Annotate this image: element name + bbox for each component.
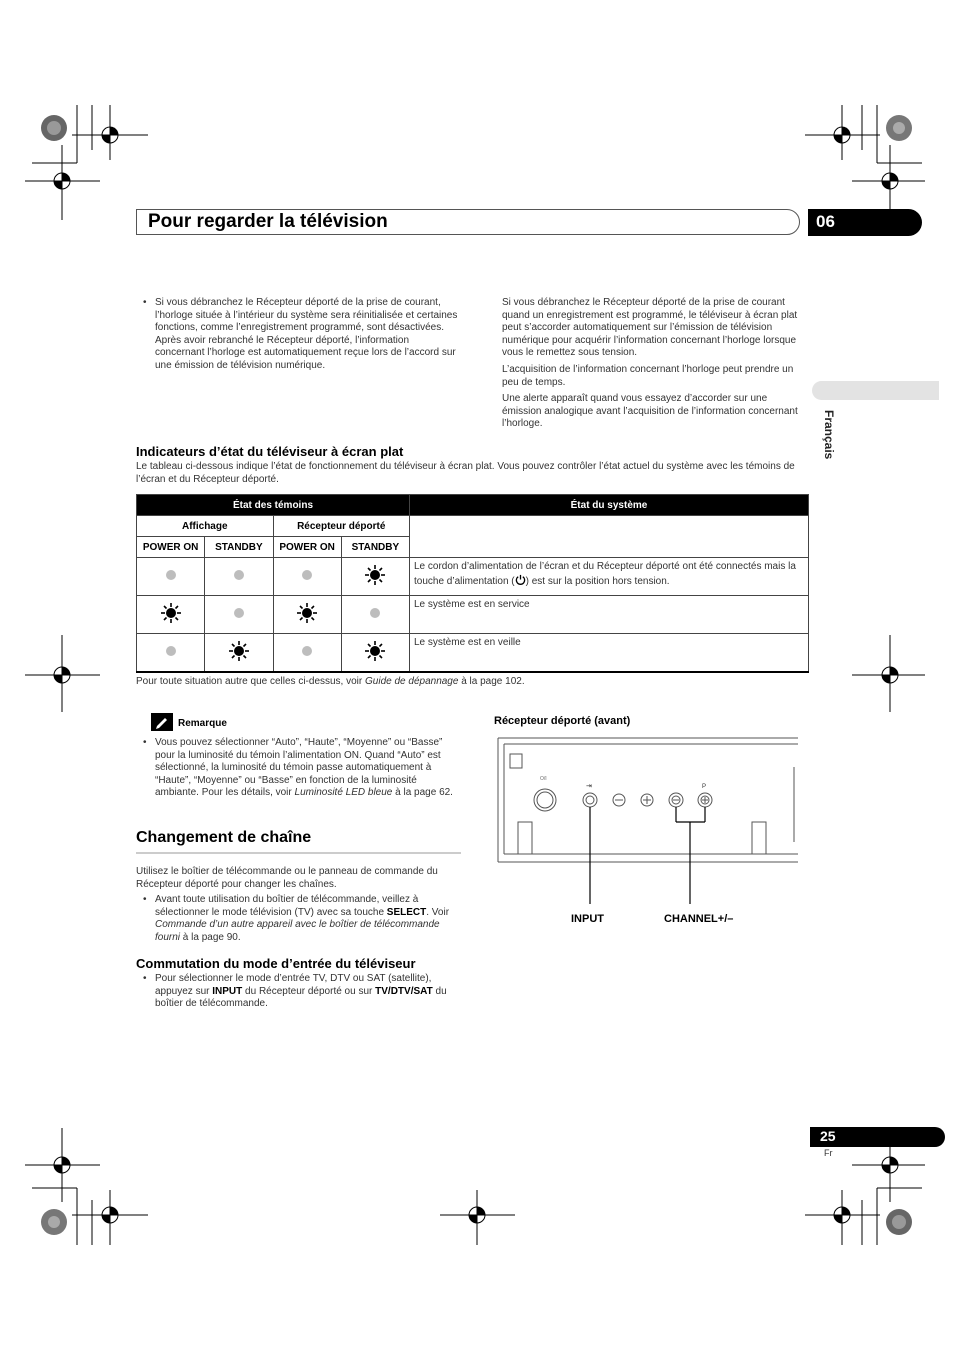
label-input: INPUT [571,913,604,925]
lamp-cell [273,558,341,596]
lamp-col: POWER ON [137,537,205,558]
commute-list [143,973,461,1011]
lamp-cell [205,558,273,596]
system-status: Le cordon d’alimentation de l’écran et du Récepteur déporté ont été connectés mais la touche d’alimentation ( ) est sur la position hors tension. [410,558,809,596]
page-title: Pour regarder la télévision [148,211,388,232]
paragraph: L’acquisition de l’information concernant l’horloge peut prendre un peu de temps. [502,363,794,388]
lamp-col: STANDBY [205,537,273,558]
status-table [136,494,809,673]
table-row [137,596,809,634]
change-intro: Utilisez le boîtier de télécommande ou le panneau de commande du Récepteur déporté pour changer les chaînes. [136,866,438,890]
lamp-off-icon [302,646,312,656]
lamp-cell [273,634,341,672]
paragraph: Si vous débranchez le Récepteur déporté de la prise de courant quand un enregistrement est programmé, le téléviseur à écran plat peut s’accorder automatiquement sur l’émission de télévision numérique pour acquérir l’information concernant l’horloge lorsque vous le remettez sous tension. [502,297,798,359]
lamp-cell [341,634,409,672]
intro-right [502,297,809,431]
paragraph: Une alerte apparaît quand vous essayez d’accorder sur une émission analogique avant l’acquisition de l’information concernant l’horloge. [502,393,798,430]
intro-left [143,297,461,373]
lamp-off-icon [370,608,380,618]
page-number: 25 [810,1127,945,1147]
svg-text:O/I: O/I [540,776,547,782]
col-system: État du système [410,495,809,516]
lamp-col: STANDBY [341,537,409,558]
list-item: • Pour sélectionner le mode d’entrée TV, DTV ou SAT (satellite), appuyez sur INPUT du Récepteur déporté ou sur TV/DTV/SAT du boîtier de télécommande. [143,973,461,1011]
lamp-on-icon [228,640,250,662]
lamp-cell [205,634,273,672]
list-item: • Vous pouvez sélectionner “Auto”, “Haute”, “Moyenne” ou “Basse” pour la luminosité du témoin l’alimentation ON. Quand “Auto” est sélectionné, la luminosité du témoin passe automatiquement à “Haute”, “Moyenne” ou “Basse” en fonction de la luminosité ambiante. Pour les détails, voir Luminosité LED bleue à la page 62. [143,737,461,800]
lamp-off-icon [234,570,244,580]
lamp-col: POWER ON [273,537,341,558]
list-item: • Avant toute utilisation du boîtier de télécommande, veillez à sélectionner le mode télévision (TV) avec sa touche SELECT. Voir Commande d’un autre appareil avec le boîtier de télécommande fourni à la page 90. [143,894,461,944]
lamp-off-icon [166,646,176,656]
label-channel: CHANNEL+/– [664,913,734,925]
table-footnote: Pour toute situation autre que celles ci-dessus, voir Guide de dépannage à la page 102. [136,676,525,687]
language-tab [812,381,939,400]
remark-title: Remarque [178,718,227,729]
list-item: • Si vous débranchez le Récepteur déporté de la prise de courant, l’horloge située à l’intérieur du système sera réinitialisée et certaines fonctions, comme l’enregistrement programmé, sont désactivées. Après avoir rebranché le Récepteur déporté, l’information concernant l’horloge est automatiquement reçue lors de l’accord sur une émission de télévision numérique. [143,297,461,373]
lamp-cell [137,596,205,634]
svg-text:⇥: ⇥ [586,783,592,790]
diagram-caption: Récepteur déporté (avant) [494,715,631,727]
language-label: Français [822,410,836,460]
lamp-cell [137,558,205,596]
col-lamps: État des témoins [137,495,410,516]
sub-receiver: Récepteur déporté [273,516,410,537]
page-lang: Fr [824,1148,833,1158]
lamp-off-icon [302,570,312,580]
lamp-on-icon [364,564,386,586]
divider [136,852,461,854]
lamp-cell [137,634,205,672]
receiver-diagram [494,732,804,932]
indicators-heading: Indicateurs d’état du téléviseur à écran plat [136,444,404,459]
indicators-intro: Le tableau ci-dessous indique l’état de fonctionnement du téléviseur à écran plat. Vous pouvez contrôler l’état actuel du système avec les témoins de l’écran et du Récepteur déporté. [136,461,795,485]
lamp-on-icon [296,602,318,624]
lamp-off-icon [166,570,176,580]
change-heading: Changement de chaîne [136,829,312,846]
commute-heading: Commutation du mode d’entrée du téléviseur [136,956,416,971]
chapter-badge: 06 [808,209,922,236]
lamp-cell [273,596,341,634]
svg-text:P: P [702,784,707,790]
note-icon [151,713,173,731]
lamp-on-icon [364,640,386,662]
table-row [137,634,809,672]
remark-body [143,737,461,800]
system-status: Le système est en service [410,596,809,634]
link-remote[interactable]: Commande d’un autre appareil avec le boîtier de télécommande fourni [155,919,440,943]
lamp-cell [205,596,273,634]
system-status: Le système est en veille [410,634,809,672]
table-row [137,558,809,596]
link-troubleshooting[interactable]: Guide de dépannage [365,676,459,687]
lamp-off-icon [234,608,244,618]
sub-display: Affichage [137,516,274,537]
link-led[interactable]: Luminosité LED bleue [294,787,393,799]
lamp-cell [341,558,409,596]
change-list [143,894,461,944]
lamp-cell [341,596,409,634]
power-icon [515,574,526,585]
lamp-on-icon [160,602,182,624]
